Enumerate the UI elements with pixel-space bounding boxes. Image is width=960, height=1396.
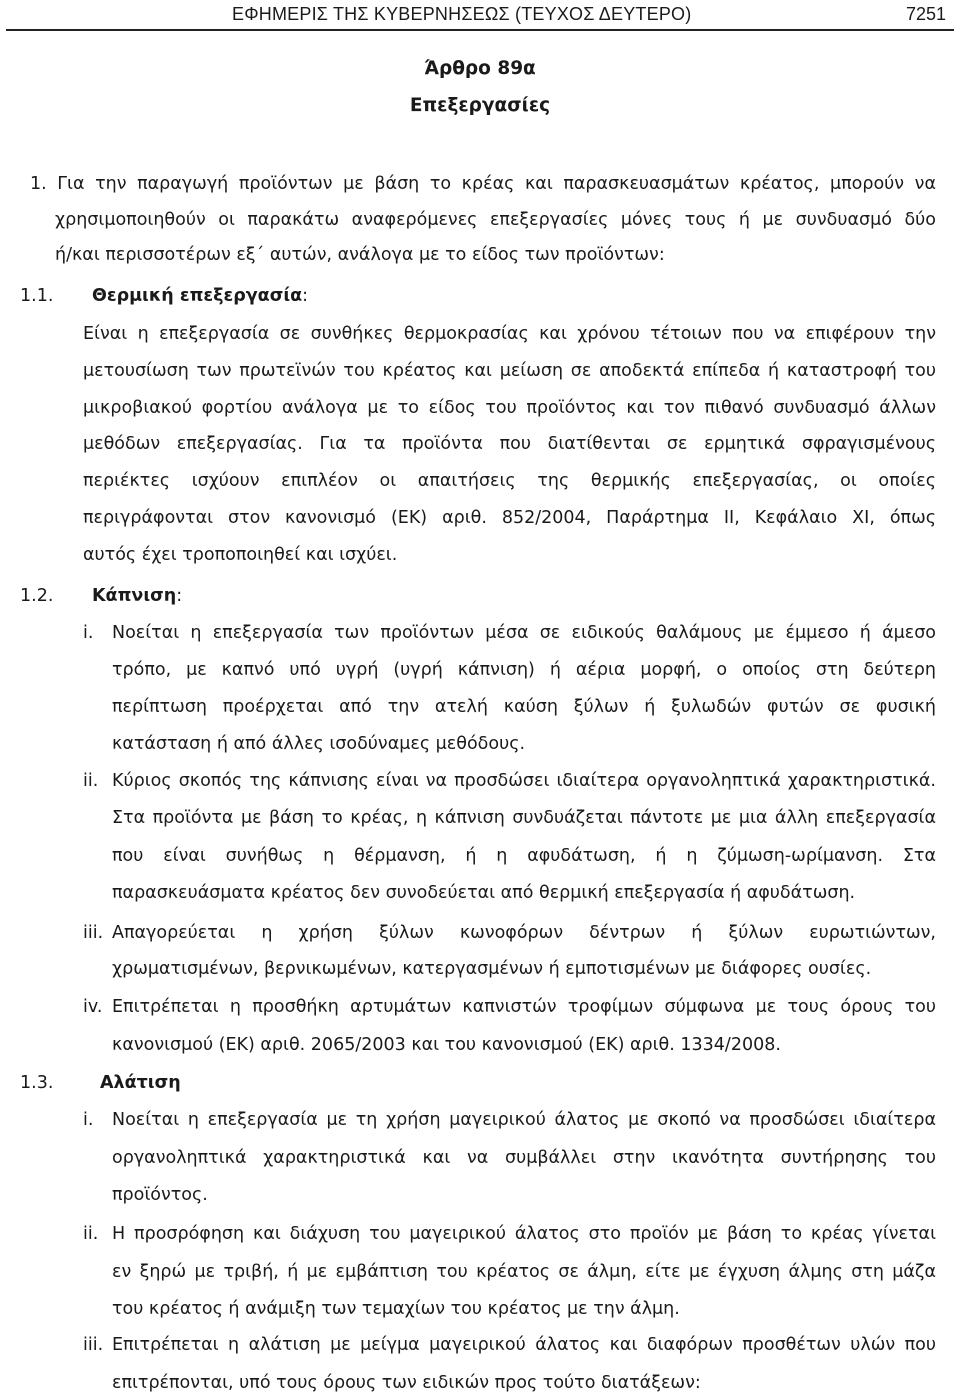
page-number: 7251 <box>905 4 946 24</box>
item-line: τρόπο, με καπνό υπό υγρή (υγρή κάπνιση) ή αέρια μορφή, ο οποίος στη δεύτερη <box>112 660 936 680</box>
section-line: περιγράφονται στον κανονισμό (ΕΚ) αριθ. 852/2004, Παράρτημα ΙΙ, Κεφάλαιο ΧΙ, όπως <box>83 508 936 528</box>
gazette-title: ΕΦΗΜΕΡΙΣ ΤΗΣ ΚΥΒΕΡΝΗΣΕΩΣ (ΤΕΥΧΟΣ ΔΕΥΤΕΡΟ) <box>232 4 692 24</box>
paragraph-line: 1. Για την παραγωγή προϊόντων με βάση το κρέας και παρασκευασμάτων κρέατος, μπορούν να <box>30 174 936 194</box>
section-line: μικροβιακού φορτίου ανάλογα με το είδος του προϊόντος και τον πιθανό συνδυασμό άλλων <box>83 398 936 418</box>
item-line: Απαγορεύεται η χρήση ξύλων κωνοφόρων δέντρων ή ξύλων ευρωτιώντων, <box>112 923 936 943</box>
item-line: κατάσταση ή από άλλες ισοδύναμες μεθόδους. <box>112 734 526 754</box>
header-divider <box>6 29 954 31</box>
item-line: παρασκευάσματα κρέατος δεν συνοδεύεται από θερμική επεξεργασία ή αφυδάτωση. <box>112 883 856 903</box>
paragraph-line: χρησιμοποιηθούν οι παρακάτω αναφερόμενες επεξεργασίες μόνες τους ή με συνδυασμό δύο <box>55 210 936 230</box>
item-line: Νοείται η επεξεργασία των προϊόντων μέσα σε ειδικούς θαλάμους με έμμεσο ή άμεσο <box>112 623 936 643</box>
item-line: του κρέατος ή ανάμιξη των τεμαχίων του κρέατος με την άλμη. <box>112 1299 680 1319</box>
section-number: 1.3. <box>20 1073 54 1093</box>
item-line: Η προσρόφηση και διάχυση του μαγειρικού άλατος στο προϊόν με βάση το κρέας γίνεται <box>112 1224 936 1244</box>
item-label: ii. <box>83 1224 99 1244</box>
section-title: Κάπνιση: <box>92 586 183 606</box>
paragraph-line: ή/και περισσοτέρων εξ΄ αυτών, ανάλογα με το είδος των προϊόντων: <box>55 245 665 265</box>
section-line: αυτός έχει τροποποιηθεί και ισχύει. <box>83 545 398 565</box>
item-label: iii. <box>83 1335 104 1355</box>
item-label: i. <box>83 1110 94 1130</box>
section-title: Θερμική επεξεργασία: <box>92 286 309 306</box>
item-line: Επιτρέπεται η προσθήκη αρτυμάτων καπνιστών τροφίμων σύμφωνα με τους όρους του <box>112 997 936 1017</box>
section-line: Είναι η επεξεργασία σε συνθήκες θερμοκρασίας και χρόνου τέτοιων που να επιφέρουν την <box>83 324 936 344</box>
item-line: κανονισμού (ΕΚ) αριθ. 2065/2003 και του κανονισμού (ΕΚ) αριθ. 1334/2008. <box>112 1035 781 1055</box>
item-line: Στα προϊόντα με βάση το κρέας, η κάπνιση συνδυάζεται πάντοτε με μια άλλη επεξεργασία <box>112 808 936 828</box>
item-line: προϊόντος. <box>112 1185 208 1205</box>
item-label: ii. <box>83 771 99 791</box>
item-label: iv. <box>83 997 103 1017</box>
item-line: χρωματισμένων, βερνικωμένων, κατεργασμένων ή εμποτισμένων με διάφορες ουσίες. <box>112 959 872 979</box>
item-line: εν ξηρώ με τριβή, ή με εμβάπτιση του κρέατος σε άλμη, είτε με έγχυση άλμης στη μάζα <box>112 1262 936 1282</box>
section-line: μετουσίωση των πρωτεϊνών του κρέατος και μείωση σε αποδεκτά επίπεδα ή καταστροφή του <box>83 361 936 381</box>
item-line: Κύριος σκοπός της κάπνισης είναι να προσδώσει ιδιαίτερα οργανοληπτικά χαρακτηριστικά. <box>112 771 936 791</box>
item-line: οργανοληπτικά χαρακτηριστικά και να συμβάλλει στην ικανότητα συντήρησης του <box>112 1148 936 1168</box>
item-line: Νοείται η επεξεργασία με τη χρήση μαγειρικού άλατος με σκοπό να προσδώσει ιδιαίτερα <box>112 1110 936 1130</box>
section-number: 1.1. <box>20 286 54 306</box>
item-label: iii. <box>83 923 104 943</box>
article-title: Επεξεργασίες <box>409 95 551 116</box>
item-line: περίπτωση προέρχεται από την ατελή καύση ξύλων ή ξυλωδών φυτών σε φυσική <box>112 697 936 717</box>
item-label: i. <box>83 623 94 643</box>
section-line: μεθόδων επεξεργασίας. Για τα προϊόντα που διατίθενται σε ερμητικά σφραγισμένους <box>83 434 936 454</box>
section-title: Αλάτιση <box>100 1073 181 1093</box>
item-line: που είναι συνήθως η θέρμανση, ή η αφυδάτωση, ή η ζύμωση-ωρίμανση. Στα <box>112 846 936 866</box>
page-header <box>0 0 960 30</box>
item-line: επιτρέπονται, υπό τους όρους των ειδικών προς τούτο διατάξεων: <box>112 1373 701 1393</box>
item-line: Επιτρέπεται η αλάτιση με μείγμα μαγειρικού άλατος και διαφόρων προσθέτων υλών που <box>112 1335 936 1355</box>
section-number: 1.2. <box>20 586 54 606</box>
section-line: περιέκτες ισχύουν επιπλέον οι απαιτήσεις της θερμικής επεξεργασίας, οι οποίες <box>83 471 936 491</box>
article-number: Άρθρο 89α <box>424 58 536 79</box>
